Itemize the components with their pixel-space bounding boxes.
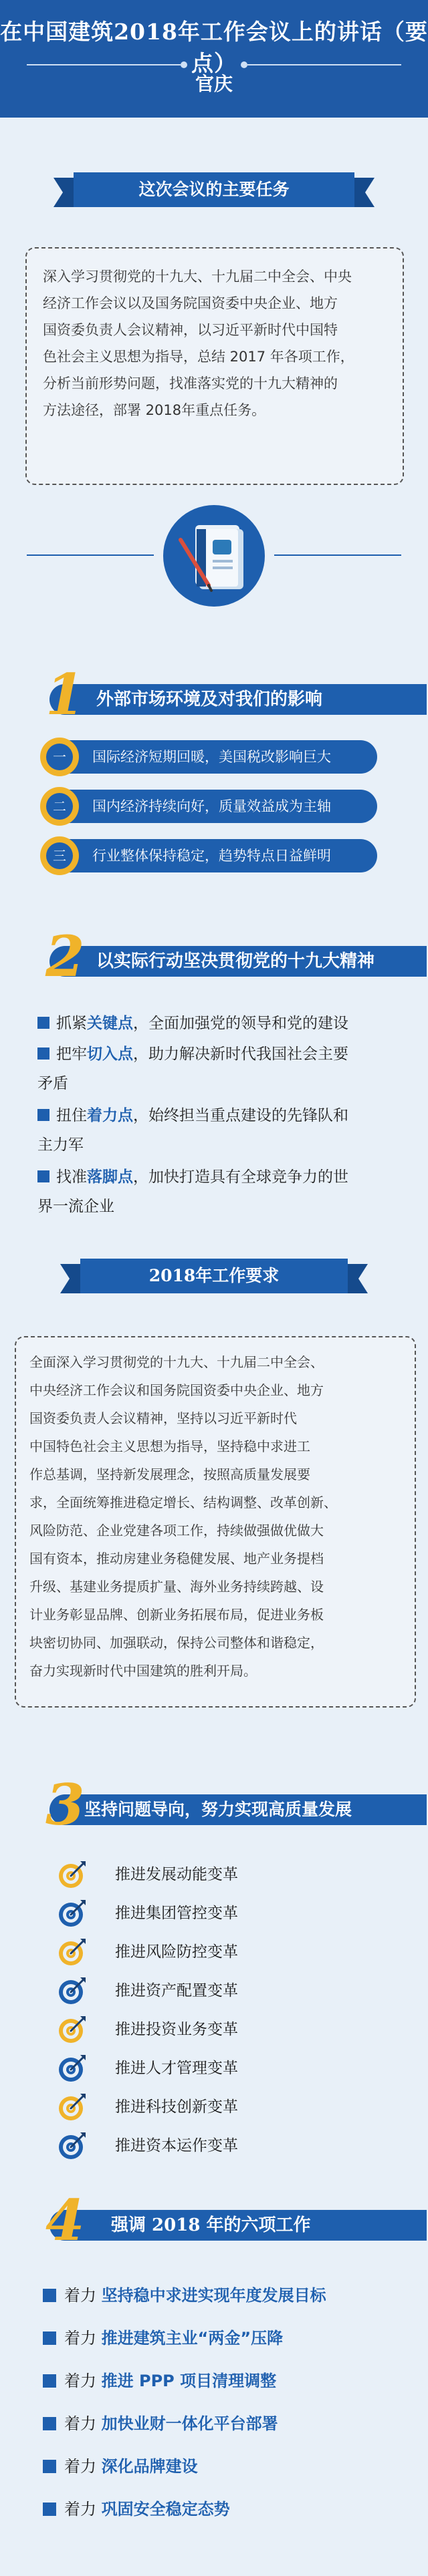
icon-divider-right <box>274 554 401 556</box>
section3-item: 推进人才管理变革 <box>115 2060 238 2077</box>
section4-item: 着力 推进建筑主业“两金”压降 <box>43 2325 283 2352</box>
section4-item: 着力 深化品牌建设 <box>43 2453 198 2480</box>
target-icon <box>56 1936 88 1968</box>
page-header <box>0 0 428 118</box>
section1-item <box>43 839 377 872</box>
square-bullet-icon <box>43 2503 56 2516</box>
section3-item: 推进科技创新变革 <box>115 2098 238 2116</box>
section3-item: 推进集团管控变革 <box>115 1905 238 1922</box>
divider-left <box>27 64 181 65</box>
target-icon <box>56 2130 88 2162</box>
section3-item: 推进资本运作变革 <box>115 2137 238 2154</box>
square-bullet-icon <box>43 2331 56 2345</box>
section3-header <box>12 1772 427 1838</box>
section1-title: 外部市场环境及对我们的影响 <box>96 689 323 709</box>
requirements-heading: 2018年工作要求 <box>80 1259 348 1293</box>
target-icon <box>56 2014 88 2046</box>
author-name: 官庆 <box>195 73 233 95</box>
square-bullet-icon <box>43 2374 56 2388</box>
page-title: 在中国建筑2018年工作会议上的讲话（要点） <box>0 19 428 76</box>
tasks-line: 分析当前形势问题，找准落实党的十九大精神的 <box>43 375 338 391</box>
requirements-line: 升级、基建业务提质扩量、海外业务持续跨越、设 <box>29 1579 324 1595</box>
section2-title: 以实际行动坚决贯彻党的十九大精神 <box>96 951 375 971</box>
requirements-text <box>29 1348 401 1685</box>
section2-item: 抓紧关键点，全面加强党的领导和党的建设 <box>37 1009 399 1038</box>
section4-title: 强调 2018 年的六项工作 <box>111 2215 311 2235</box>
section3-item: 推进风险防控变革 <box>115 1943 238 1961</box>
requirements-line: 块密切协同、加强联动，保持公司整体和谐稳定， <box>29 1635 324 1651</box>
section3-item: 推进资产配置变革 <box>115 1982 238 1999</box>
section4-number: 4 <box>45 2187 85 2253</box>
section2-number: 2 <box>45 923 85 989</box>
number-badge: 一 <box>40 738 79 776</box>
divider-dot-right <box>241 61 247 68</box>
target-icon <box>56 1897 88 1929</box>
section1-item-text: 国内经济持续向好，质量效益成为主轴 <box>92 798 331 814</box>
requirements-line: 中央经济工作会议和国务院国资委中央企业、地方 <box>29 1382 324 1398</box>
section4-item: 着力 推进 PPP 项目清理调整 <box>43 2368 276 2394</box>
requirements-box <box>15 1336 416 1708</box>
notebook-icon <box>160 502 268 609</box>
tasks-line: 深入学习贯彻党的十九大、十九届二中全会、中央 <box>43 269 352 285</box>
section2-item: 找准落脚点，加快打造具有全球竞争力的世 界一流企业 <box>37 1168 348 1215</box>
square-bullet-icon <box>37 1109 49 1121</box>
divider-dot-left <box>181 61 187 68</box>
requirements-line: 求，全面统筹推进稳定增长、结构调整、改革创新、 <box>29 1494 337 1510</box>
square-bullet-icon <box>43 2460 56 2473</box>
section1-item-text: 行业整体保持稳定，趋势特点日益鲜明 <box>92 848 331 864</box>
section1-number: 1 <box>45 661 85 728</box>
section3-item: 推进投资业务变革 <box>115 2021 238 2038</box>
tasks-line: 经济工作会议以及国务院国资委中央企业、地方 <box>43 295 338 311</box>
section4-item: 着力 加快业财一体化平台部署 <box>43 2410 278 2437</box>
tasks-line: 方法途径，部署 2018年重点任务。 <box>43 402 266 418</box>
requirements-line: 中国特色社会主义思想为指导，坚持稳中求进工 <box>29 1438 310 1454</box>
section3-title: 坚持问题导向，努力实现高质量发展 <box>84 1800 352 1819</box>
square-bullet-icon <box>43 2417 56 2430</box>
section1-item <box>43 790 377 823</box>
divider-right <box>247 64 401 65</box>
section4-item: 着力 巩固安全稳定态势 <box>43 2496 230 2523</box>
section2-item: 扭住着力点，始终担当重点建设的先锋队和 主力军 <box>37 1107 348 1154</box>
tasks-line: 国资委负责人会议精神，以习近平新时代中国特 <box>43 322 338 338</box>
section1-header <box>12 661 427 728</box>
tasks-heading: 这次会议的主要任务 <box>74 172 354 207</box>
section2-header <box>12 923 427 989</box>
requirements-line: 国资委负责人会议精神，坚持以习近平新时代 <box>29 1410 297 1426</box>
section3-item: 推进发展动能变革 <box>115 1866 238 1883</box>
tasks-text <box>43 263 388 424</box>
target-icon <box>56 2052 88 2084</box>
tasks-box <box>25 247 404 485</box>
square-bullet-icon <box>37 1048 49 1060</box>
square-bullet-icon <box>37 1170 49 1182</box>
square-bullet-icon <box>37 1017 49 1029</box>
requirements-line: 国有资本，推动房建业务稳健发展、地产业务提档 <box>29 1551 324 1567</box>
number-badge: 二 <box>40 787 79 826</box>
section4-header <box>12 2187 427 2253</box>
requirements-line: 风险防范、企业党建各项工作，持续做强做优做大 <box>29 1522 324 1539</box>
target-icon <box>56 2091 88 2123</box>
icon-divider-left <box>27 554 154 556</box>
target-icon <box>56 1975 88 2007</box>
number-badge: 三 <box>40 836 79 875</box>
requirements-line: 全面深入学习贯彻党的十九大、十九届二中全会、 <box>29 1354 324 1370</box>
section2-item: 把牢切入点，助力解决新时代我国社会主要 矛盾 <box>37 1045 348 1092</box>
square-bullet-icon <box>43 2289 56 2302</box>
target-icon <box>56 1859 88 1891</box>
requirements-line: 作总基调，坚持新发展理念，按照高质量发展要 <box>29 1466 310 1482</box>
section3-number: 3 <box>45 1772 85 1838</box>
section1-item-text: 国际经济短期回暖，美国税改影响巨大 <box>92 749 331 765</box>
requirements-line: 奋力实现新时代中国建筑的胜利开局。 <box>29 1663 257 1679</box>
section1-item <box>43 740 377 774</box>
tasks-line: 色社会主义思想为指导，总结 2017 年各项工作， <box>43 349 354 365</box>
requirements-line: 计业务彰显品牌、创新业务拓展布局，促进业务板 <box>29 1607 324 1623</box>
section4-item: 着力 坚持稳中求进实现年度发展目标 <box>43 2282 326 2309</box>
